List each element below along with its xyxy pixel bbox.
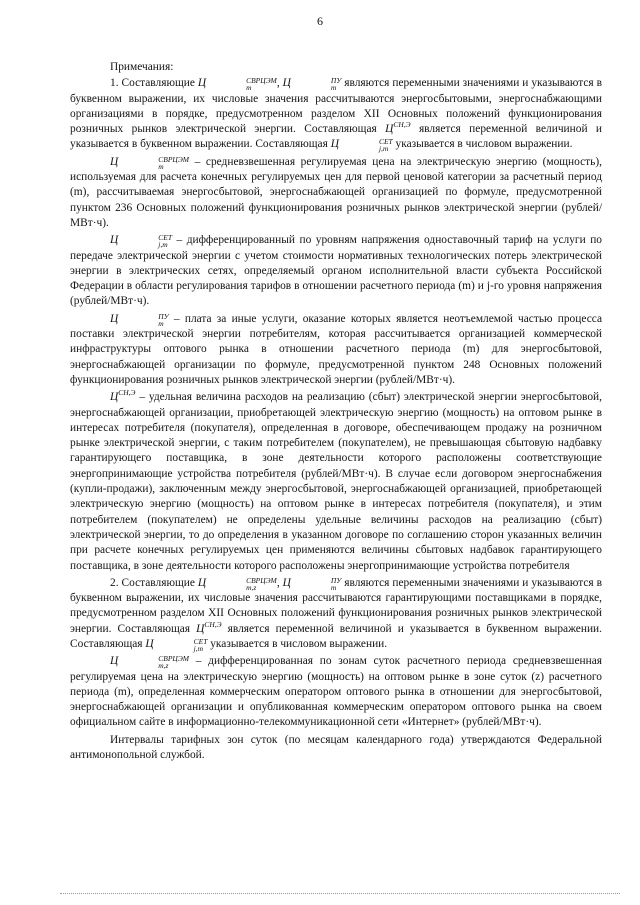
p6-text-1: 2. Составляющие — [110, 576, 198, 589]
symbol-c-set-jm: Ц СЕТ j,m — [330, 137, 393, 154]
p4-text: – плата за иные услуги, оказание которых является неотъемлемой частью процесса поставки электрической энергии потребителям, которая рассчитывается организацией коммерческой инфраструктуры оптового рынка в отношении расчетного периода (m) для энергосбытовой, энергоснабжающей организации по формуле, предусмотренной пунктом 248 Основных положений функционирования розничных рынков электрической энергии (рублей/МВт·ч). — [70, 312, 602, 386]
symbol-c-pu-m: Ц ПУ m — [110, 311, 169, 328]
note-paragraph-3 — [70, 233, 602, 309]
symbol-c-pu-m: Ц ПУ m — [282, 76, 342, 93]
note-paragraph-8 — [70, 733, 602, 764]
symbol-c-svrcem-m: Ц СВРЦЭМ m — [110, 154, 189, 171]
p2-text: – средневзвешенная регулируемая цена на электрическую энергию (мощность), используемая для расчета конечных регулируемых цен для первой ценовой категории за расчетный период (m), рассчитываемая энергосбытовой, энергоснабжающей организацией по формуле, предусмотренной пунктом 236 Основных положений функционирования розничных рынков электрической энергии (рублей/МВт·ч). — [70, 155, 602, 229]
p6-text-4: является переменной величиной и указывается в буквенном выражении. Составляющая — [70, 622, 602, 650]
note-paragraph-5 — [70, 390, 602, 574]
p7-text: – дифференцированная по зонам суток расчетного периода средневзвешенная регулируемая цена на электрическую энергию (мощность) на оптовом рынке в зоне суток (z) расчетного периода (m), определенная коммерческим оператором оптового рынка в отношении для энергосбытовой, энергоснабжающей организации и опубликованная коммерческим оператором оптового рынка на своем официальном сайте в информационно-телекоммуникационной сети «Интернет» (рублей/МВт·ч). — [70, 655, 602, 729]
note-paragraph-2 — [70, 155, 602, 231]
note-paragraph-4 — [70, 312, 602, 388]
symbol-c-svrcem-m: Ц СВРЦЭМ m — [197, 76, 277, 93]
note-paragraph-7 — [70, 654, 602, 730]
symbol-c-sne: $Ц^{СН,Э}$ — [110, 388, 136, 404]
p1-text-4: является переменной величиной и указывается в буквенном выражении. Составляющая — [70, 123, 602, 151]
p8-text: Интервалы тарифных зон суток (по месяцам календарного года) утверждаются Федеральной антимонопольной службой. — [70, 733, 602, 762]
p1-text-5: указывается в числовом выражении. — [392, 138, 573, 151]
notes-section — [70, 60, 602, 765]
p6-text-5: указывается в числовом выражении. — [207, 637, 388, 650]
p1-text-1: 1. Составляющие — [110, 77, 198, 90]
symbol-c-sne: $Ц^{СН,Э}$ — [196, 619, 222, 635]
symbol-c-svrcem-mz: Ц СВРЦЭМ m,z — [197, 575, 277, 592]
scan-edge-line — [60, 893, 620, 895]
p1-text-3: являются переменными значениями и указываются в буквенном выражении, их числовые значения рассчитываются энергосбытовыми, энергоснабжающими организациями в порядке, предусмотренном разделом XII Основных положений функционирования розничных рынков электрической энергии. Составляющая — [70, 77, 602, 136]
page-number: 6 — [317, 14, 323, 28]
p3-text: – дифференцированный по уровням напряжения одноставочный тариф на услуги по передаче электрической энергии с учетом стоимости нормативных технологических потерь электрической энергии в электрических сетях, определяемый органом исполнительной власти субъекта Российской Федерации в области регулирования тарифов в отношении расчетного периода (m) и j-го уровня напряжения (рублей/МВт·ч). — [70, 234, 602, 308]
p6-text-2: , — [276, 576, 283, 589]
p5-text: – удельная величина расходов на реализацию (сбыт) электрической энергии энергосбытовой, энергоснабжающей организации, приобретающей электрическую энергию (мощность) на оптовом рынке в интересах потребителя (покупателя), определенная в договоре, обеспечивающем продажу на розничном рынке электрической энергии, с таким потребителем (покупателем), не превышающая сбытовую надбавку гарантирующего поставщика, в зоне деятельности которого расположены соответствующие энергопринимающие устройства потребителя (рублей/МВт·ч). В случае если договором энергоснабжения (купли-продажи), заключенным между энергосбытовой, энергоснабжающей организацией, приобретающей электрическую энергию (мощность) на оптовом рынке в интересах потребителя (покупателя), и этим потребителем (покупателем) не определены удельные величины расходов на реализацию (сбыт) электрической энергии, то до определения в указанном договоре по соглашению сторон указанных величин при расчете конечных регулируемых цен применяются величины сбытовых надбавок гарантирующего поставщика, в зоне деятельности которого расположены энергопринимающие устройства потребителя — [70, 391, 602, 572]
notes-heading: Примечания: — [110, 61, 174, 73]
symbol-c-pu-m: Ц ПУ m — [282, 575, 342, 592]
note-paragraph-6 — [70, 576, 602, 652]
symbol-c-set-jm: Ц СЕТ j,m — [145, 636, 208, 653]
p6-text-3: являются переменными значениями и указываются в буквенном выражении, их числовые значения рассчитываются гарантирующими поставщиками в порядке, предусмотренном разделом XII Основных положений функционирования розничных рынков электрической энергии. Составляющая — [70, 576, 602, 635]
p1-text-2: , — [276, 77, 283, 90]
symbol-c-sne: $Ц^{СН,Э}$ — [385, 120, 411, 136]
symbol-c-set-jm: Ц СЕТ j,m — [110, 233, 172, 250]
note-paragraph-1 — [70, 76, 602, 152]
symbol-c-svrcem-mz: Ц СВРЦЭМ m,z — [110, 654, 189, 671]
